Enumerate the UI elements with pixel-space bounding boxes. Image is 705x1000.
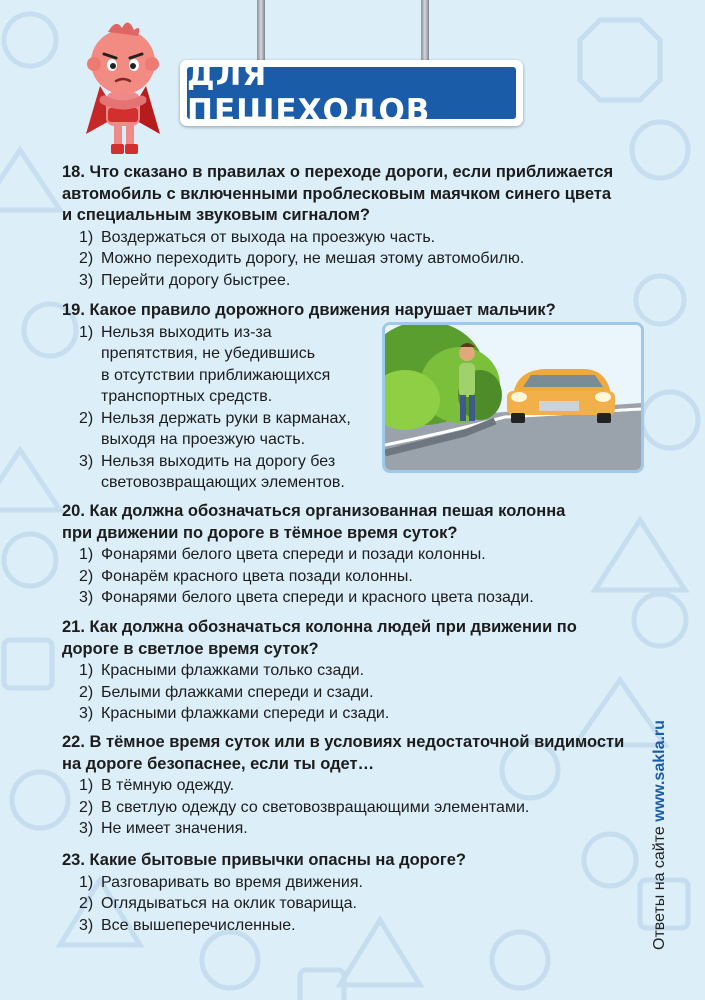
- answer-text: Все вышеперечисленные.: [101, 916, 296, 934]
- cartoon-character-icon: [78, 16, 168, 158]
- answer-number: 1): [79, 662, 94, 679]
- answer-number: 3): [79, 589, 94, 606]
- answer-number: 2): [79, 567, 94, 585]
- answer-option: [79, 587, 565, 609]
- answer-option: [79, 893, 466, 915]
- answer-text: Фонарями белого цвета спереди и красного цвета позади.: [101, 589, 534, 606]
- question-title-line: 21. Как должна обозначаться колонна людей при движении по: [62, 618, 577, 636]
- answer-text: Фонарём красного цвета позади колонны.: [101, 567, 413, 585]
- answer-option: [79, 682, 577, 704]
- question-title: [62, 162, 613, 227]
- answer-option: [79, 915, 466, 937]
- answer-number: 1): [79, 777, 94, 794]
- answer-number: 1): [79, 323, 94, 341]
- answer-number: 3): [79, 452, 94, 470]
- answers-note-text: Ответы на сайте: [651, 821, 668, 950]
- answer-list: [62, 775, 624, 840]
- page-title: ДЛЯ ПЕШЕХОДОВ: [187, 57, 431, 129]
- answer-option: [79, 872, 466, 894]
- question-22: [62, 732, 624, 840]
- answer-option: [79, 775, 624, 797]
- answer-option: [79, 660, 577, 682]
- answer-number: 1): [79, 873, 94, 891]
- answer-number: 2): [79, 895, 94, 912]
- answer-text: Белыми флажками спереди и сзади.: [101, 683, 374, 701]
- answer-text: В тёмную одежду.: [101, 777, 235, 794]
- answer-number: 2): [79, 409, 94, 427]
- answer-option: [79, 227, 613, 249]
- answer-text: Нельзя выходить на дорогу без: [101, 452, 336, 470]
- question-title-line: 20. Как должна обозначаться организованная пешая колонна: [62, 502, 566, 520]
- answer-text: Воздержаться от выхода на проезжую часть.: [101, 228, 436, 246]
- street-scene-illustration: [382, 322, 644, 473]
- question-18: [62, 162, 613, 291]
- question-title: [62, 732, 624, 775]
- question-21: [62, 617, 577, 725]
- answer-option: [79, 818, 624, 840]
- answer-list: [62, 544, 565, 609]
- street-scene-drawing: [385, 325, 641, 470]
- answer-option: [79, 797, 624, 819]
- question-title: [62, 300, 556, 322]
- answer-number: 1): [79, 546, 94, 563]
- answer-text: Перейти дорогу быстрее.: [101, 271, 291, 289]
- question-title: [62, 617, 577, 660]
- question-title-line: 19. Какое правило дорожного движения нарушает мальчик?: [62, 301, 556, 319]
- question-title-line: 23. Какие бытовые привычки опасны на дороге?: [62, 851, 466, 869]
- answers-website-note: [651, 670, 669, 950]
- answer-number: 2): [79, 798, 94, 816]
- answer-text: Красными флажками спереди и сзади.: [101, 705, 390, 722]
- answer-text: В светлую одежду со световозвращающими элементами.: [101, 798, 530, 816]
- answer-number: 3): [79, 820, 94, 837]
- answer-text: Красными флажками только сзади.: [101, 662, 365, 679]
- answer-text: световозвращающих элементов.: [101, 474, 345, 491]
- answer-text: Оглядываться на оклик товарища.: [101, 895, 357, 912]
- answer-number: 3): [79, 271, 94, 289]
- sign-pole-right: [421, 0, 429, 62]
- question-23: [62, 850, 466, 936]
- question-title: [62, 850, 466, 872]
- answer-text: Не имеет значения.: [101, 820, 248, 837]
- question-title-line: на дороге безопаснее, если ты одет…: [62, 754, 375, 773]
- question-title: [62, 501, 565, 544]
- answer-text: транспортных средств.: [101, 388, 273, 405]
- question-title-line: автомобиль с включенными проблесковым маячком синего цвета: [62, 184, 612, 203]
- answer-text: Нельзя выходить из-за: [101, 323, 272, 341]
- question-title-line: и специальным звуковым сигналом?: [62, 206, 370, 224]
- answer-text: в отсутствии приближающихся: [101, 366, 331, 384]
- answer-number: 1): [79, 228, 94, 246]
- answer-text: Разговаривать во время движения.: [101, 873, 363, 891]
- question-title-line: 18. Что сказано в правилах о переходе дороги, если приближается: [62, 163, 614, 181]
- answer-text: Нельзя держать руки в карманах,: [101, 409, 351, 427]
- answer-text: выходя на проезжую часть.: [101, 431, 306, 448]
- answer-number: 2): [79, 683, 94, 701]
- answer-list: [62, 227, 613, 292]
- answer-text: Можно переходить дорогу, не мешая этому автомобилю.: [101, 250, 525, 267]
- answer-number: 3): [79, 916, 94, 934]
- answer-option: [79, 270, 613, 292]
- header-sign: [180, 57, 523, 129]
- answer-list: [62, 872, 466, 937]
- answer-list: [62, 660, 577, 725]
- sign-pole-left: [257, 0, 265, 62]
- question-title-line: 22. В тёмное время суток или в условиях недостаточной видимости: [62, 733, 625, 751]
- header-sign-plate: [185, 57, 518, 129]
- answer-option: [79, 566, 565, 588]
- answer-text: препятствия, не убедившись: [101, 345, 316, 362]
- answer-option: [79, 248, 613, 270]
- answer-option: [79, 703, 577, 725]
- answer-number: 3): [79, 705, 94, 722]
- answer-number: 2): [79, 250, 94, 267]
- answer-option: [79, 544, 565, 566]
- question-20: [62, 501, 565, 609]
- question-title-line: при движении по дороге в тёмное время суток?: [62, 523, 458, 542]
- question-title-line: дороге в светлое время суток?: [62, 639, 319, 658]
- website-link[interactable]: www.sakla.ru: [651, 720, 668, 822]
- answer-text: Фонарями белого цвета спереди и позади колонны.: [101, 546, 486, 563]
